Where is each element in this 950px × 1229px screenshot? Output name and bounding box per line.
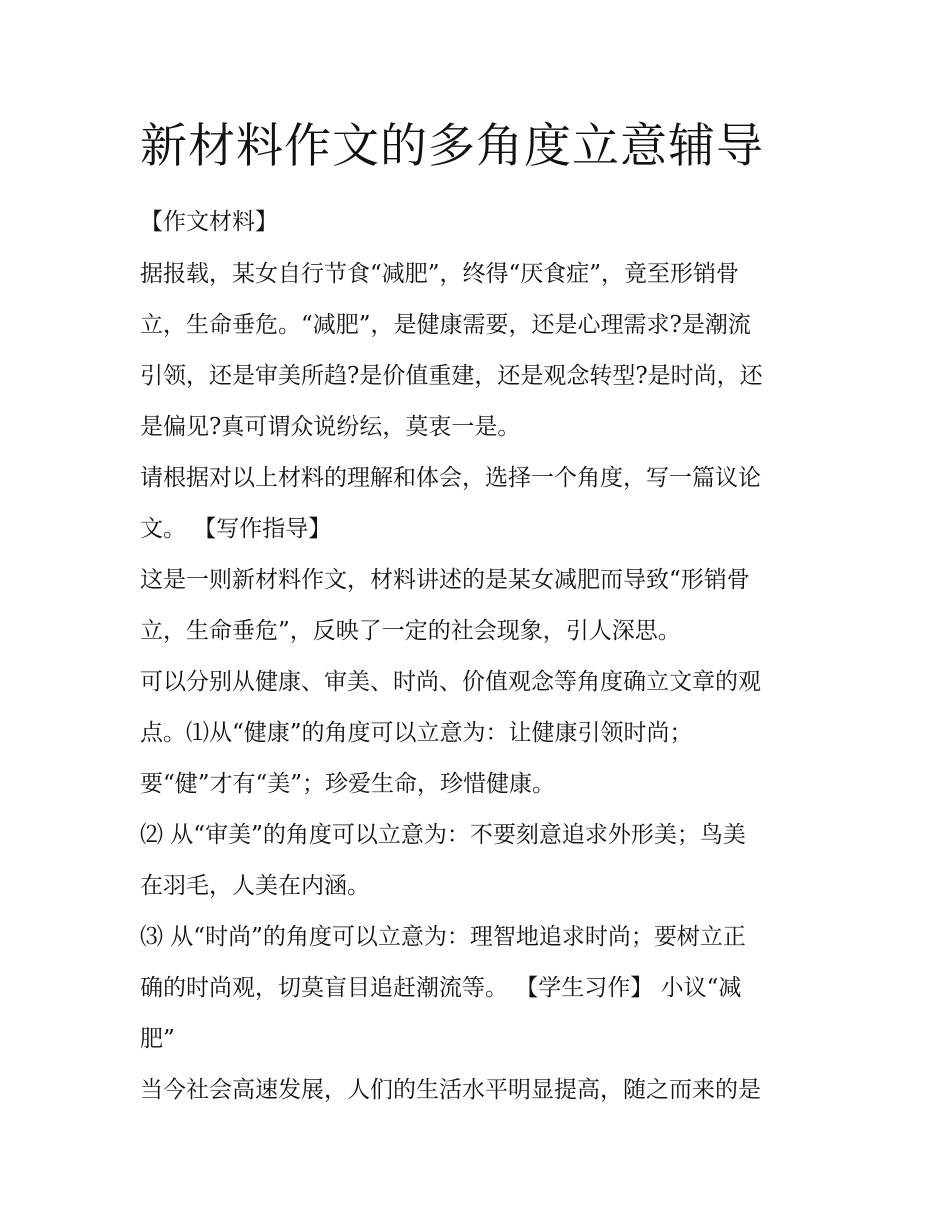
text-line: 是偏见?真可谓众说纷纭，莫衷一是。 [140,414,521,440]
text-line: 这是一则新材料作文，材料讲述的是某女减肥而导致“形销骨 [140,567,750,593]
text-line: 立，生命垂危。“减肥”，是健康需要，还是心理需求?是潮流 [140,312,751,338]
text-line: 文。 【写作指导】 [140,516,332,542]
text-line: ⑶ 从“时尚”的角度可以立意为：理智地追求时尚；要树立正 [140,924,746,950]
text-line: ⑵ 从“审美”的角度可以立意为：不要刻意追求外形美；鸟美 [140,822,746,848]
text-line: 在羽毛，人美在内涵。 [140,873,370,899]
text-line: 请根据对以上材料的理解和体会，选择一个角度，写一篇议论 [140,465,761,491]
text-line: 引领，还是审美所趋?是价值重建，还是观念转型?是时尚，还 [140,363,763,389]
text-line: 立，生命垂危”，反映了一定的社会现象，引人深思。 [140,618,681,644]
text-line: 确的时尚观，切莫盲目追赶潮流等。 【学生习作】 小议“减 [140,975,742,1001]
text-line: 点。⑴从“健康”的角度可以立意为：让健康引领时尚； [140,720,693,746]
document-title: 新材料作文的多角度立意辅导 [140,119,764,174]
text-line: 可以分别从健康、审美、时尚、价值观念等角度确立文章的观 [140,669,761,695]
text-line: 据报载，某女自行节食“减肥”，终得“厌食症”，竟至形销骨 [140,261,740,287]
text-line: 肥” [140,1026,175,1052]
text-line: 要“健”才有“美”；珍爱生命，珍惜健康。 [140,771,556,797]
text-line: 当今社会高速发展，人们的生活水平明显提高，随之而来的是 [140,1077,761,1103]
text-line: 【作文材料】 [140,209,278,235]
